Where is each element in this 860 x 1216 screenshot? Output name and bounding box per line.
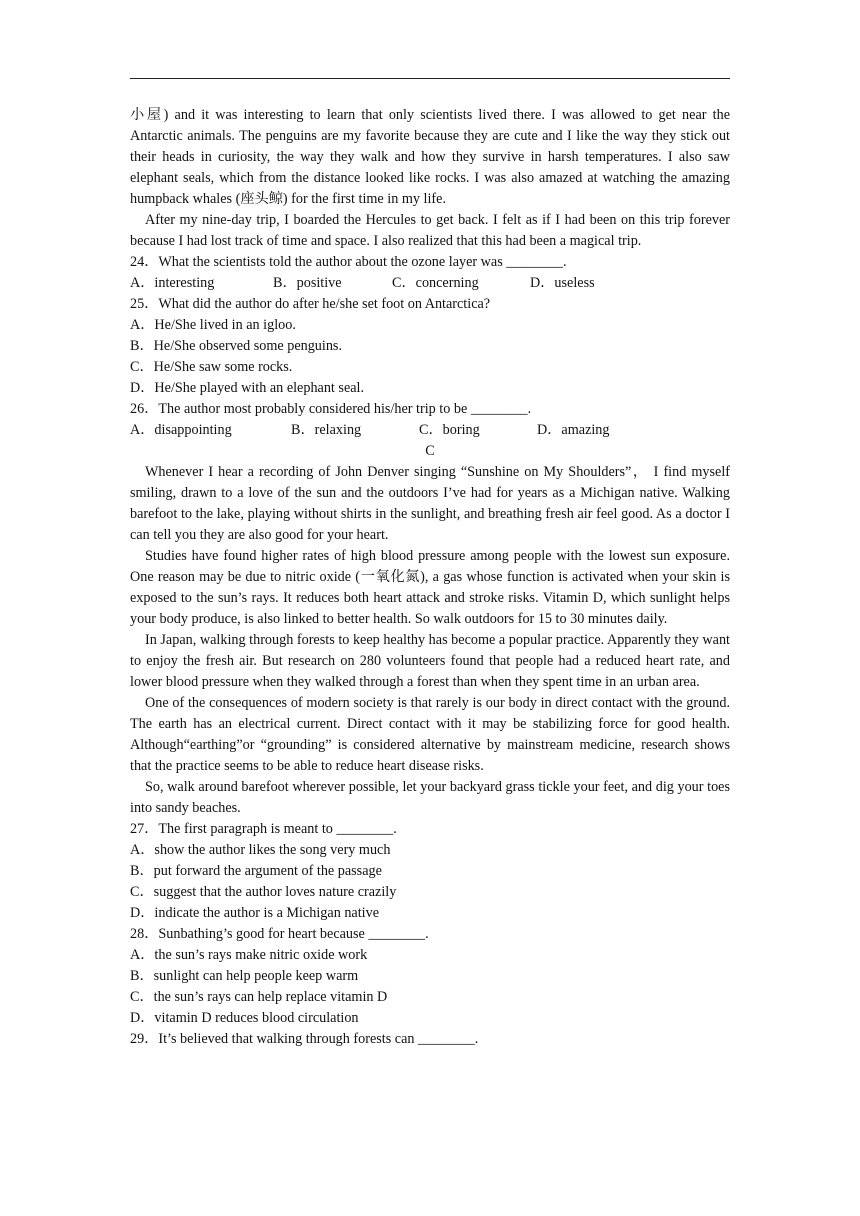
option-d: D．useless	[530, 275, 595, 291]
option-d: D．vitamin D reduces blood circulation	[130, 1010, 359, 1026]
option-d: D．amazing	[537, 422, 610, 438]
passage-c-paragraph: Studies have found higher rates of high blood pressure among people with the lowest sun exposure. One reason may be due to nitric oxide (一氧化氮), a gas whose function is activated when your skin is exposed to the sun’s rays. It reduces both heart attack and stroke risks. Vitamin D, which sunlight helps your body produce, is also linked to better health. So walk outdoors for 15 to 30 minutes daily.	[130, 548, 730, 627]
question-24	[130, 252, 730, 294]
passage-b-paragraph: After my nine-day trip, I boarded the Hercules to get back. I felt as if I had been on this trip forever because I had lost track of time and space. I also realized that this had been a magical trip.	[130, 212, 730, 249]
option-b: B．positive	[273, 275, 342, 291]
question-stem: 28．Sunbathing’s good for heart because ________.	[130, 926, 429, 942]
option-a: A．He/She lived in an igloo.	[130, 317, 296, 333]
option-row	[130, 420, 730, 441]
option-b: B．relaxing	[291, 422, 362, 438]
option-b: B．put forward the argument of the passage	[130, 863, 382, 879]
option-a: A．interesting	[130, 275, 215, 291]
question-stem: 25．What did the author do after he/she set foot on Antarctica?	[130, 296, 491, 312]
question-28	[130, 924, 730, 1029]
section-c-label: C	[425, 443, 435, 459]
option-d: D．He/She played with an elephant seal.	[130, 380, 365, 396]
question-27	[130, 819, 730, 924]
option-row	[130, 273, 730, 294]
option-a: A．show the author likes the song very much	[130, 842, 391, 858]
option-b: B．sunlight can help people keep warm	[130, 968, 359, 984]
option-c: C．boring	[419, 422, 480, 438]
option-c: C．He/She saw some rocks.	[130, 359, 293, 375]
passage-b-paragraph: 小屋) and it was interesting to learn that only scientists lived there. I was allowed to get near the Antarctic animals. The penguins are my favorite because they are cute and I like the way they stick out their heads in curiosity, the way they walk and how they survive in harsh temperatures. I also saw elephant seals, which from the distance looked like rocks. I was also amazed at watching the amazing humpback whales (座头鲸) for the first time in my life.	[130, 107, 730, 207]
option-a: A．the sun’s rays make nitric oxide work	[130, 947, 368, 963]
passage-c-paragraph: In Japan, walking through forests to keep healthy has become a popular practice. Apparently they want to enjoy the fresh air. But research on 280 volunteers found that people had a reduced heart rate, and lower blood pressure when they walked through a forest than when they spent time in an urban area.	[130, 632, 730, 690]
passage-c-paragraph: Whenever I hear a recording of John Denver singing “Sunshine on My Shoulders”， I find myself smiling, drawn to a love of the sun and the outdoors I’ve had for years as a Michigan native. Walking barefoot to the lake, playing without shirts in the sunlight, and breathing fresh air feel good. As a doctor I can tell you they are also good for your heart.	[130, 464, 730, 543]
question-stem: 24．What the scientists told the author about the ozone layer was ________.	[130, 254, 567, 270]
question-26	[130, 399, 730, 441]
option-b: B．He/She observed some penguins.	[130, 338, 342, 354]
question-stem: 27．The first paragraph is meant to ________.	[130, 821, 397, 837]
option-c: C．concerning	[392, 275, 479, 291]
option-a: A．disappointing	[130, 422, 232, 438]
question-29	[130, 1029, 730, 1050]
option-d: D．indicate the author is a Michigan native	[130, 905, 379, 921]
question-stem: 29．It’s believed that walking through forests can ________.	[130, 1031, 479, 1047]
header-rule	[130, 78, 730, 79]
page-content	[130, 105, 730, 1050]
option-c: C．suggest that the author loves nature crazily	[130, 884, 397, 900]
passage-c-paragraph: One of the consequences of modern society is that rarely is our body in direct contact with the ground. The earth has an electrical current. Direct contact with it may be stabilizing force for good health. Although“earthing”or “grounding” is considered alternative by mainstream medicine, research shows that the practice seems to be able to reduce heart disease risks.	[130, 695, 730, 774]
passage-c-paragraph: So, walk around barefoot wherever possible, let your backyard grass tickle your feet, and dig your toes into sandy beaches.	[130, 779, 730, 816]
option-c: C．the sun’s rays can help replace vitamin D	[130, 989, 388, 1005]
question-25	[130, 294, 730, 399]
question-stem: 26．The author most probably considered his/her trip to be ________.	[130, 401, 532, 417]
